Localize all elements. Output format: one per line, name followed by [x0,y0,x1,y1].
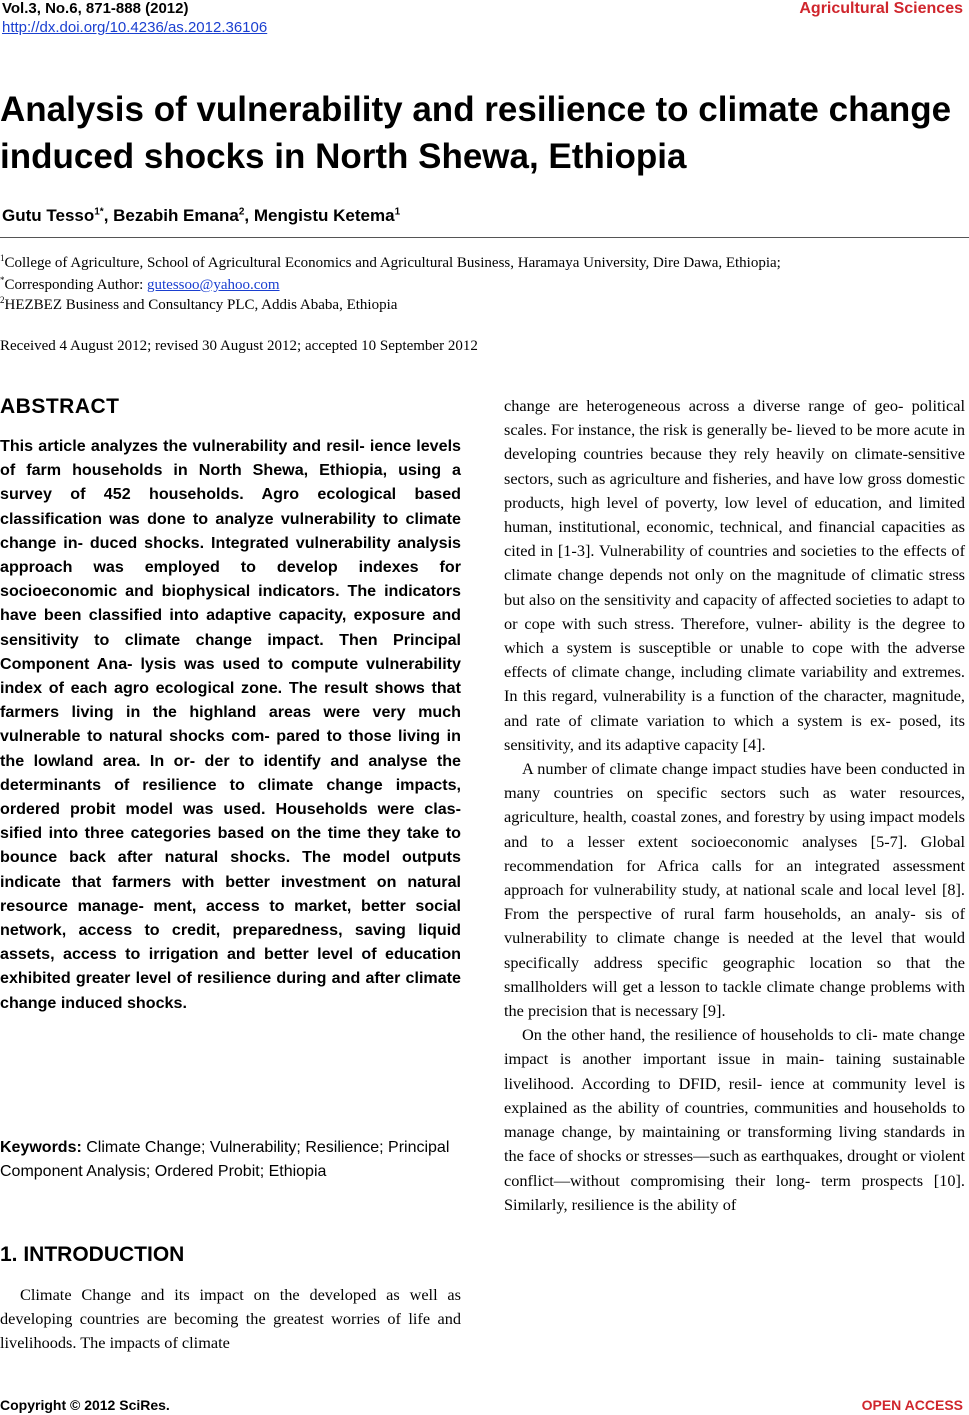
corresponding-author: *Corresponding Author: gutessoo@yahoo.com [0,275,280,293]
author-2: Bezabih Emana$^2$, [113,206,254,225]
copyright-notice: Copyright © 2012 SciRes. [0,1397,170,1413]
right-column-text [504,394,965,1217]
introduction-heading: 1. INTRODUCTION [0,1243,185,1266]
keywords [0,1136,461,1184]
author-3: Mengistu Ketema$^1$ [253,206,401,225]
introduction-paragraph-1: Climate Change and its impact on the developed as well as developing countries are becoming the greatest worries of life and livelihoods. The impacts of climate [0,1285,461,1353]
keywords-text: Climate Change; Vulnerability; Resilience; Principal Component Analysis; Ordered Probit; Ethiopia [0,1139,450,1180]
journal-name: Agricultural Sciences [799,0,963,17]
author-1: Gutu Tesso$^{1*}$, [2,206,114,225]
abstract-body: This article analyzes the vulnerability and resil- ience levels of farm households in North Shewa, Ethiopia, using a survey of 452 households. Agro ecological based classification was done to analyze vulnerability to climate change in- duced shocks. Integrated vulnerability analysis approach was employed to develop indexes for socioeconomic and biophysical indicators. The indicators have been classified into adaptive capacity, exposure and sensitivity to climate change impact. Then Principal Component Ana- lysis was used to compute vulnerability index of each agro ecological zone. The result shows that farmers living in the highland areas were very much vulnerable to natural shocks com- pared to those living in the lowland area. In or- der to identify and analyse the determinants of resilience to climate change impacts, ordered probit model was used. Households were clas- sified into three categories based on the time they take to bounce back after natural shocks. The model outputs indicate that farmers with better investment on natural resource manage- ment, access to market, better social network, access to credit, preparedness, saving liquid assets, access to irrigation and better level of education exhibited greater level of resilience during and after climate change induced shocks. [0,437,461,1012]
journal-volume: Vol.3, No.6, 871-888 (2012) [2,0,189,17]
keywords-label: Keywords: [0,1139,82,1156]
body-paragraph: change are heterogeneous across a diverse range of geo- political scales. For instance, the risk is generally be- lieved to be more acute in developing countries because they rely heavily on climate-sensitive sectors, such as agriculture and fisheries, and have low gross domestic products, high level of poverty, low level of education, and limited human, institutional, economic, technical, and financial capacities as cited in [1-3]. Vulnerability of countries and societies to the effects of climate change depends not only on the magnitude of climatic stress but also on the sensitivity and capacity of affected societies to adapt to or cope with such stress. Therefore, vulner- ability is the degree to which a system is susceptible or unable to cope with the adverse effects of climate change, including climate variability and extremes. In this regard, vulnerability is a function of the character, magnitude, and rate of climate variation to which a system is ex- posed, its sensitivity, and its adaptive capacity [4]. [504,396,965,754]
affiliation-1: $^1$College of Agriculture, School of Agricultural Economics and Agricultural Business, Haramaya University, Dire Dawa, Ethiopia; [0,253,781,271]
body-paragraph: A number of climate change impact studies have been conducted in many countries on specific sectors such as water resources, agriculture, health, coastal zones, and forestry by using impact models and to a lesser extent socioeconomic analyses [5-7]. Global recommendation for Africa calls for an integrated assessment approach for vulnerability study, at national scale and local level [8]. From the perspective of rural farm households, an analy- sis of vulnerability to climate change is needed at the level that would specifically address specific geographic location so that the smallholders will get a lesson to tackle climate change problems with the precision that is necessary [9]. [504,759,965,1021]
abstract-heading: ABSTRACT [0,395,120,418]
received-dates: Received 4 August 2012; revised 30 August 2012; accepted 10 September 2012 [0,338,478,354]
body-paragraph: On the other hand, the resilience of households to cli- mate change impact is another important issue in main- taining sustainable livelihood. According to DFID, resil- ience at community level is explained as the ability of countries, communities and households to manage change, by maintaining or transforming living standards in the face of shocks or stresses—such as earthquakes, drought or violent conflict—without compromising their long- term prospects [10]. Similarly, resilience is the ability of [504,1025,965,1214]
doi-link[interactable]: http://dx.doi.org/10.4236/as.2012.36106 [2,19,268,36]
email-link[interactable]: gutessoo@yahoo.com [147,277,280,293]
article-title: Analysis of vulnerability and resilience to climate change induced shocks in North Shewa, Ethiopia [0,90,952,176]
open-access-label: OPEN ACCESS [861,1397,963,1413]
author-list [2,206,400,226]
title-divider [0,237,969,238]
affiliation-2: $^2$HEZBEZ Business and Consultancy PLC, Addis Ababa, Ethiopia [0,295,398,313]
